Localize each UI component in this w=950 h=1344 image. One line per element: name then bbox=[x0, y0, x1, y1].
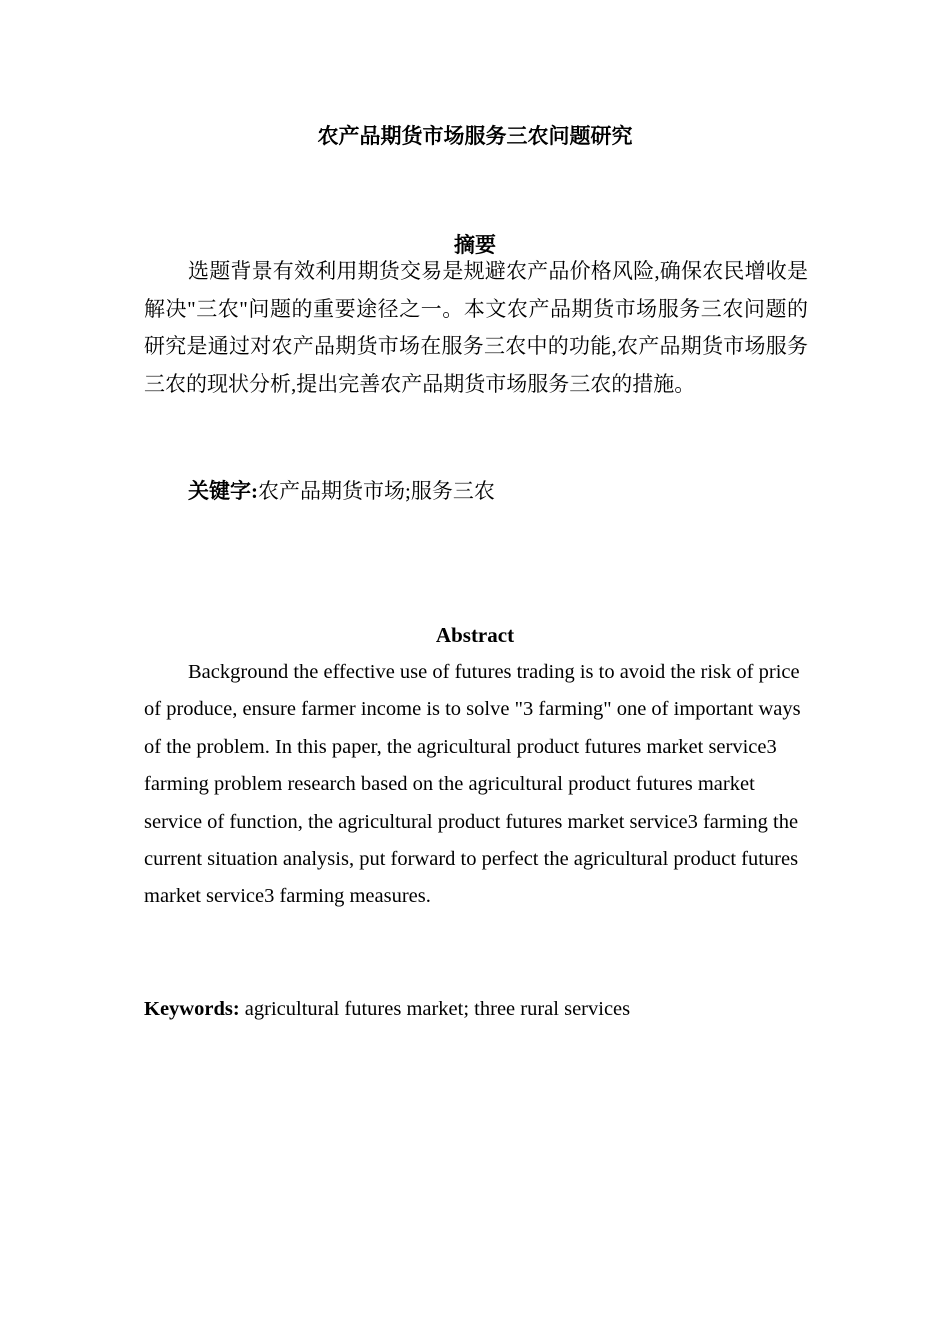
english-abstract-heading: Abstract bbox=[435, 623, 515, 647]
chinese-abstract-body: 选题背景有效利用期货交易是规避农产品价格风险,确保农民增收是解决"三农"问题的重要途径之一。本文农产品期货市场服务三农问题的研究是通过对农产品期货市场在服务三农中的功能,农产品期货市场服务三农的现状分析,提出完善农产品期货市场服务三农的措施。 bbox=[144, 259, 808, 396]
chinese-abstract-heading: 摘要 bbox=[454, 233, 496, 257]
english-keywords-text: agricultural futures market; three rural services bbox=[239, 998, 631, 1020]
chinese-keywords-text: 农产品期货市场;服务三农 bbox=[258, 479, 495, 503]
english-abstract-body: Background the effective use of futures trading is to avoid the risk of price of produce, ensure farmer income is to solve "3 farming" one of important ways of the problem. In this paper, the agricultural product futures market service3 farming problem research based on the agricultural product futures market service of function, the agricultural product futures market service3 farming the current situation analysis, put forward to perfect the agricultural product futures market service3 farming measures. bbox=[144, 661, 801, 908]
chinese-keywords-label: 关键字: bbox=[188, 479, 258, 503]
english-keywords-label: Keywords: bbox=[144, 998, 240, 1020]
english-keywords bbox=[144, 994, 812, 1024]
document-title: 农产品期货市场服务三农问题研究 bbox=[317, 124, 633, 148]
chinese-keywords bbox=[188, 476, 808, 506]
